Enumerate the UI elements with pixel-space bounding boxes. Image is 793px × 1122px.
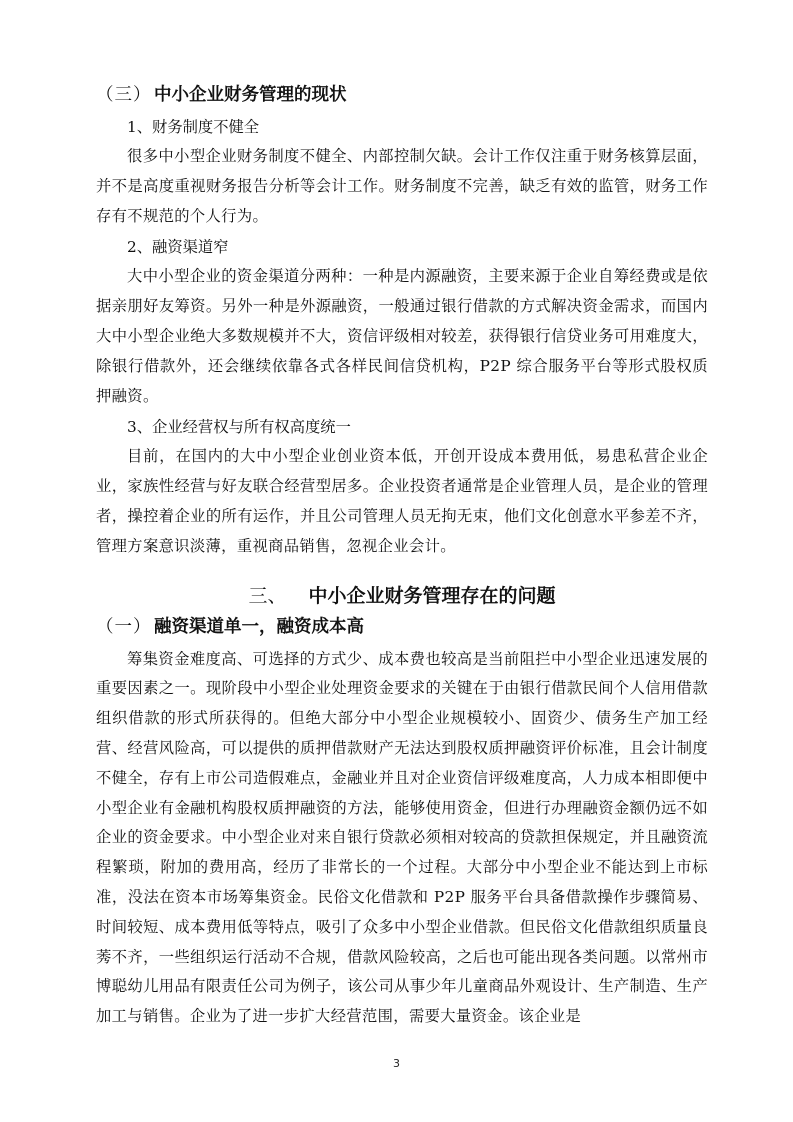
chapter-heading (96, 582, 708, 610)
section-heading-1 (96, 614, 708, 640)
subheading-2: 2、融资渠道窄 (127, 238, 229, 257)
chapter-number: 三、 (248, 584, 287, 607)
subheading-1: 1、财务制度不健全 (127, 118, 260, 136)
chapter-title: 中小企业财务管理存在的问题 (308, 584, 556, 607)
section-title: 融资渠道单一，融资成本高 (154, 616, 364, 637)
paragraph-4: 筹集资金难度高、可选择的方式少、成本费也较高是当前阻拦中小型企业迅速发展的重要因素之一。现阶段中小型企业处理资金要求的关键在于由银行借款民间个人信用借款组织借款的形式所获得的。但绝大部分中小型企业规模较小、固资少、债务生产加工经营、经营风险高，可以提供的质押借款财产无法达到股权质押融资评价标准，且会计制度不健全，存有上市公司造假难点，金融业并且对企业资信评级难度高，人力成本相即便中小型企业有金融机构股权质押融资的方法，能够使用资金，但进行办理融资金额仍远不如企业的资金要求。中小型企业对来自银行贷款必须相对较高的贷款担保规定，并且融资流程繁琐，附加的费用高，经历了非常长的一个过程。大部分中小型企业不能达到上市标准，没法在资本市场筹集资金。民俗文化借款和 P2P 服务平台具备借款操作步骤简易、时间较短、成本费用低等特点，吸引了众多中小型企业借款。但民俗文化借款组织质量良莠不齐，一些组织运行活动不合规，借款风险较高，之后也可能出现各类问题。以常州市博聪幼儿用品有限责任公司为例子，该公司从事少年儿童商品外观设计、生产制造、生产加工与销售。企业为了进一步扩大经营范围，需要大量资金。该企业是 (96, 649, 708, 1026)
section-number: （三） (96, 85, 152, 105)
paragraph-3: 目前，在国内的大中小型企业创业资本低，开创开设成本费用低，易患私营企业企业，家族性经营与好友联合经营型居多。企业投资者通常是企业管理人员，是企业的管理者，操控着企业的所有运作，并且公司管理人员无拘无束，他们文化创意水平参差不齐，管理方案意识淡薄，重视商品销售，忽视企业会计。 (96, 447, 708, 555)
section-heading-3 (96, 82, 708, 108)
paragraph-2: 大中小型企业的资金渠道分两种：一种是内源融资，主要来源于企业自筹经费或是依据亲朋好友筹资。另外一种是外源融资，一般通过银行借款的方式解决资金需求，而国内大中小型企业绝大多数规模并不大，资信评级相对较差，获得银行信贷业务可用难度大，除银行借款外，还会继续依靠各式各样民间信贷机构，P2P 综合服务平台等形式股权质押融资。 (96, 267, 708, 405)
section-title: 中小企业财务管理的现状 (154, 85, 347, 105)
section-number: （一） (96, 616, 152, 637)
subheading-3: 3、企业经营权与所有权高度统一 (127, 418, 351, 437)
paragraph-1: 很多中小型企业财务制度不健全、内部控制欠缺。会计工作仅注重于财务核算层面，并不是高度重视财务报告分析等会计工作。财务制度不完善，缺乏有效的监管，财务工作存有不规范的个人行为。 (96, 147, 708, 225)
page-number: 3 (393, 1057, 400, 1070)
document-page (96, 82, 708, 1034)
